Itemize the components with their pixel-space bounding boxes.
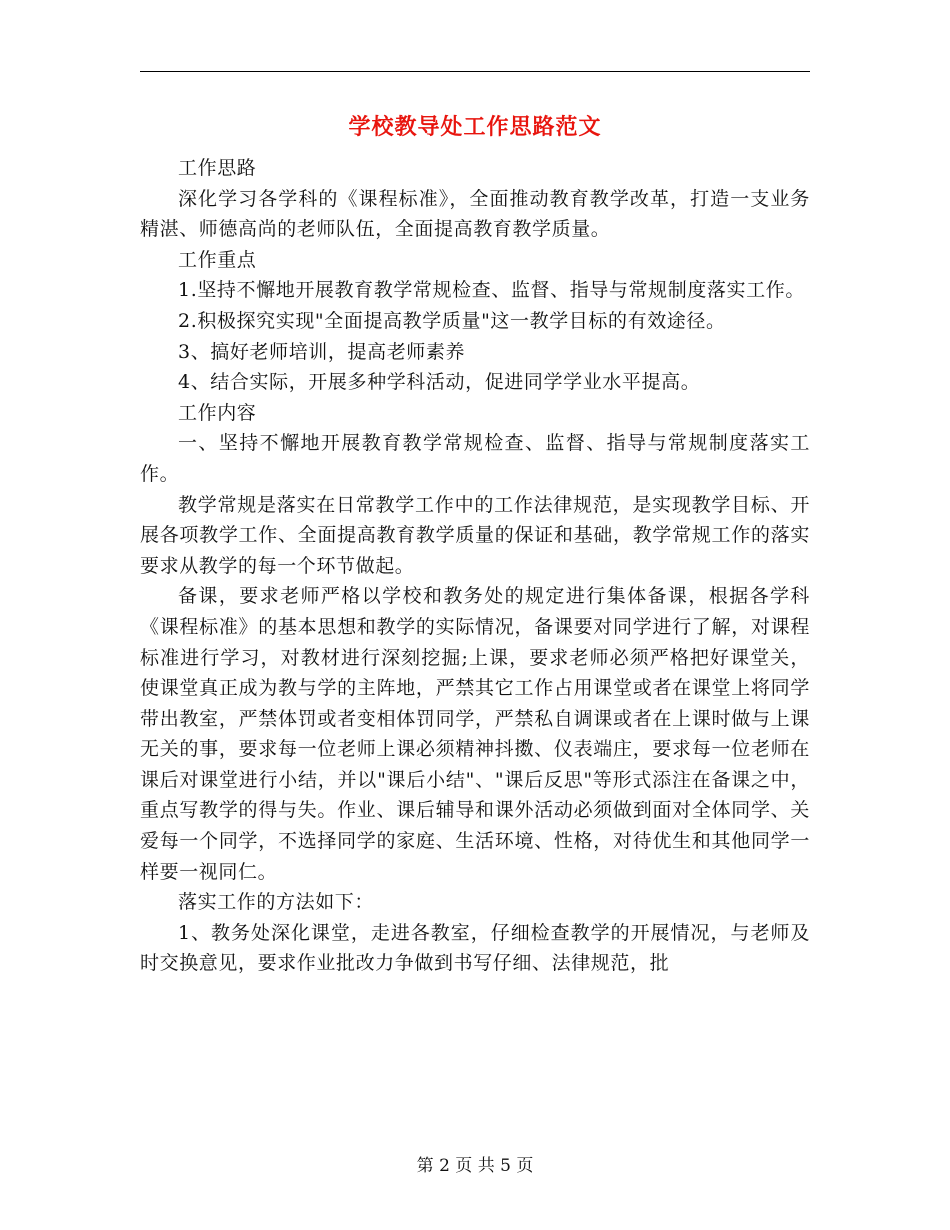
document-body xyxy=(140,153,810,979)
page-number: 第 2 页 共 5 页 xyxy=(416,1156,534,1176)
paragraph: 落实工作的方法如下： xyxy=(178,891,375,914)
list-item: 3、搞好老师培训，提高老师素养 xyxy=(178,340,466,363)
subsection-heading: 一、坚持不懈地开展教育教学常规检查、监督、指导与常规制度落实工作。 xyxy=(140,432,810,485)
document-title: 学校教导处工作思路范文 xyxy=(348,114,602,140)
list-item: 1、教务处深化课堂，走进各教室，仔细检查教学的开展情况，与老师及时交换意见，要求作业批改力争做到书写仔细、法律规范，批 xyxy=(140,921,810,975)
section-heading-work-focus: 工作重点 xyxy=(178,248,257,271)
list-item: 2.积极探究实现"全面提高教学质量"这一教学目标的有效途径。 xyxy=(178,309,726,332)
header-rule xyxy=(140,71,810,72)
section-heading-work-thinking: 工作思路 xyxy=(178,157,257,179)
paragraph: 备课，要求老师严格以学校和教务处的规定进行集体备课，根据各学科《课程标准》的基本思想和教学的实际情况，备课要对同学进行了解，对课程标准进行学习，对教材进行深刻挖掘;上课，要求老师必须严格把好课堂关，使课堂真正成为教与学的主阵地，严禁其它工作占用课堂或者在课堂上将同学带出教室，严禁体罚或者变相体罚同学，严禁私自调课或者在上课时做与上课无关的事，要求每一位老师上课必须精神抖擞、仪表端庄，要求每一位老师在课后对课堂进行小结，并以"课后小结"、"课后反思"等形式添注在备课之中，重点写教学的得与失。作业、课后辅导和课外活动必须做到面对全体同学、关爱每一个同学，不选择同学的家庭、生活环境、性格，对待优生和其他同学一样要一视同仁。 xyxy=(140,585,810,883)
list-item: 1.坚持不懈地开展教育教学常规检查、监督、指导与常规制度落实工作。 xyxy=(178,279,805,302)
section-heading-work-content: 工作内容 xyxy=(178,401,257,424)
list-item: 4、结合实际，开展多种学科活动，促进同学学业水平提高。 xyxy=(178,371,701,394)
paragraph: 教学常规是落实在日常教学工作中的工作法律规范，是实现教学目标、开展各项教学工作、全面提高教育教学质量的保证和基础，教学常规工作的落实要求从教学的每一个环节做起。 xyxy=(140,493,810,577)
paragraph: 深化学习各学科的《课程标准》，全面推动教育教学改革，打造一支业务精湛、师德高尚的老师队伍，全面提高教育教学质量。 xyxy=(140,187,810,241)
